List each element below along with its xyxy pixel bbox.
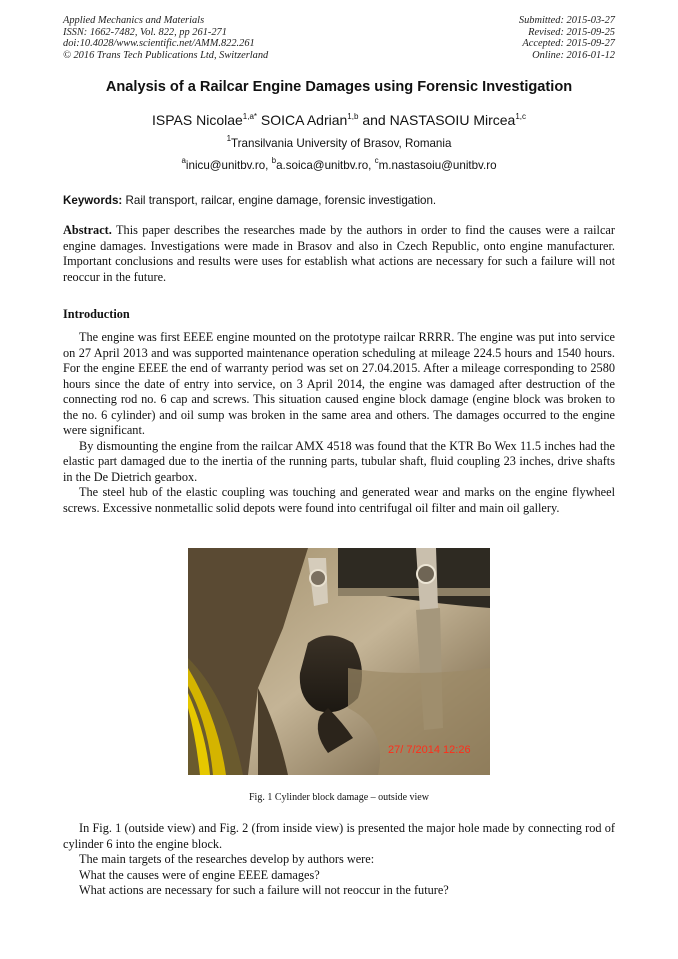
paragraph: The main targets of the researches develop by authors were:: [79, 852, 375, 866]
email-link[interactable]: inicu@unitbv.ro,: [185, 159, 269, 172]
affiliation-text: Transilvania University of Brasov, Romania: [231, 137, 452, 150]
email-mark: c: [374, 156, 379, 165]
introduction-body: [63, 330, 615, 516]
date-stamp: 27/ 7/2014 12:26: [388, 744, 471, 756]
date-online: Online: 2016-01-12: [532, 49, 615, 61]
figure-caption: Fig. 1 Cylinder block damage – outside view: [249, 792, 429, 803]
journal-doi: doi:10.4028/www.scientific.net/AMM.822.261: [63, 38, 255, 50]
author-list: [0, 112, 678, 128]
author-name: SOICA Adrian: [260, 112, 348, 128]
author-emails: [0, 156, 678, 172]
journal-issn: ISSN: 1662-7482, Vol. 822, pp 261-271: [63, 26, 227, 38]
paragraph: By dismounting the engine from the railcar AMX 4518 was found that the KTR Bo Wex 11.5 inches had the elastic part damaged due to the inertia of the running parts, tubular shaft, fluid coupling 23 inches, drive shafts in the De Dietrich gearbox.: [63, 438, 615, 484]
abstract: [63, 223, 615, 285]
figure-photo: [188, 548, 490, 775]
date-revised: Revised: 2015-09-25: [528, 26, 615, 38]
keywords-text: Rail transport, railcar, engine damage, forensic investigation.: [125, 194, 437, 207]
paragraph: In Fig. 1 (outside view) and Fig. 2 (from inside view) is presented the major hole made by connecting rod of cylinder 6 into the engine block.: [63, 821, 615, 851]
keywords-label: Keywords:: [63, 194, 123, 207]
keywords: [63, 194, 615, 207]
email-mark: b: [271, 156, 277, 165]
email-link[interactable]: m.nastasoiu@unitbv.ro: [378, 159, 497, 172]
email-mark: a: [181, 156, 186, 165]
paragraph: What actions are necessary for such a failure will not reoccur in the future?: [79, 883, 449, 897]
author-affiliation-mark: 1,b: [347, 112, 359, 121]
section-heading: Introduction: [63, 307, 130, 321]
author-name: ISPAS Nicolae: [152, 112, 243, 128]
journal-name: Applied Mechanics and Materials: [63, 15, 205, 26]
abstract-text: This paper describes the researches made by the authors in order to find the causes were a railcar engine damages. Investigations were made in Brasov and also in Czech Republic, onto engine manufacturer. Important conclusions and results were uses for establish what actions are necessary for such a failure will not reoccur in the future.: [63, 223, 615, 284]
author-conjunction: and: [362, 112, 386, 128]
date-submitted: Submitted: 2015-03-27: [518, 15, 615, 26]
paragraph: The steel hub of the elastic coupling was touching and generated wear and marks on the engine flywheel screws. Excessive nonmetallic solid depots were found into centrifugal oil filter and main oil gallery.: [63, 485, 615, 515]
paragraph: What the causes were of engine EEEE damages?: [79, 867, 320, 882]
journal-info: [63, 15, 268, 61]
affiliation-mark: 1: [226, 134, 232, 143]
paper-title: Analysis of a Railcar Engine Damages using Forensic Investigation: [105, 79, 573, 95]
author-affiliation-mark: 1,a*: [242, 112, 258, 121]
journal-copyright: © 2016 Trans Tech Publications Ltd, Switzerland: [63, 49, 269, 61]
date-accepted: Accepted: 2015-09-27: [522, 38, 615, 50]
engine-damage-photo: [188, 548, 490, 775]
post-figure-body: [63, 821, 615, 899]
author-affiliation-mark: 1,c: [515, 112, 526, 121]
affiliation: [0, 134, 678, 150]
abstract-label: Abstract.: [63, 223, 112, 237]
email-link[interactable]: a.soica@unitbv.ro,: [276, 159, 372, 172]
author-name: NASTASOIU Mircea: [389, 112, 516, 128]
publication-dates: [519, 15, 615, 61]
paragraph: The engine was first EEEE engine mounted on the prototype railcar RRRR. The engine was put into service on 27 April 2013 and was supported maintenance operation scheduling at mileage 224.5 hours and 1540 hours. For the engine EEEE the end of warranty period was set on 27.04.2015. After a mileage corresponding to 2580 hours since the date of entry into service, on 3 April 2014, the engine was damaged after destruction of the connecting rod no. 6 cap and screws. This situation caused engine block damage (engine block was broken to the no. 6 cylinder) and oil sump was broken in the same area and others. The damages occurred to the engine were significant.: [63, 330, 615, 437]
